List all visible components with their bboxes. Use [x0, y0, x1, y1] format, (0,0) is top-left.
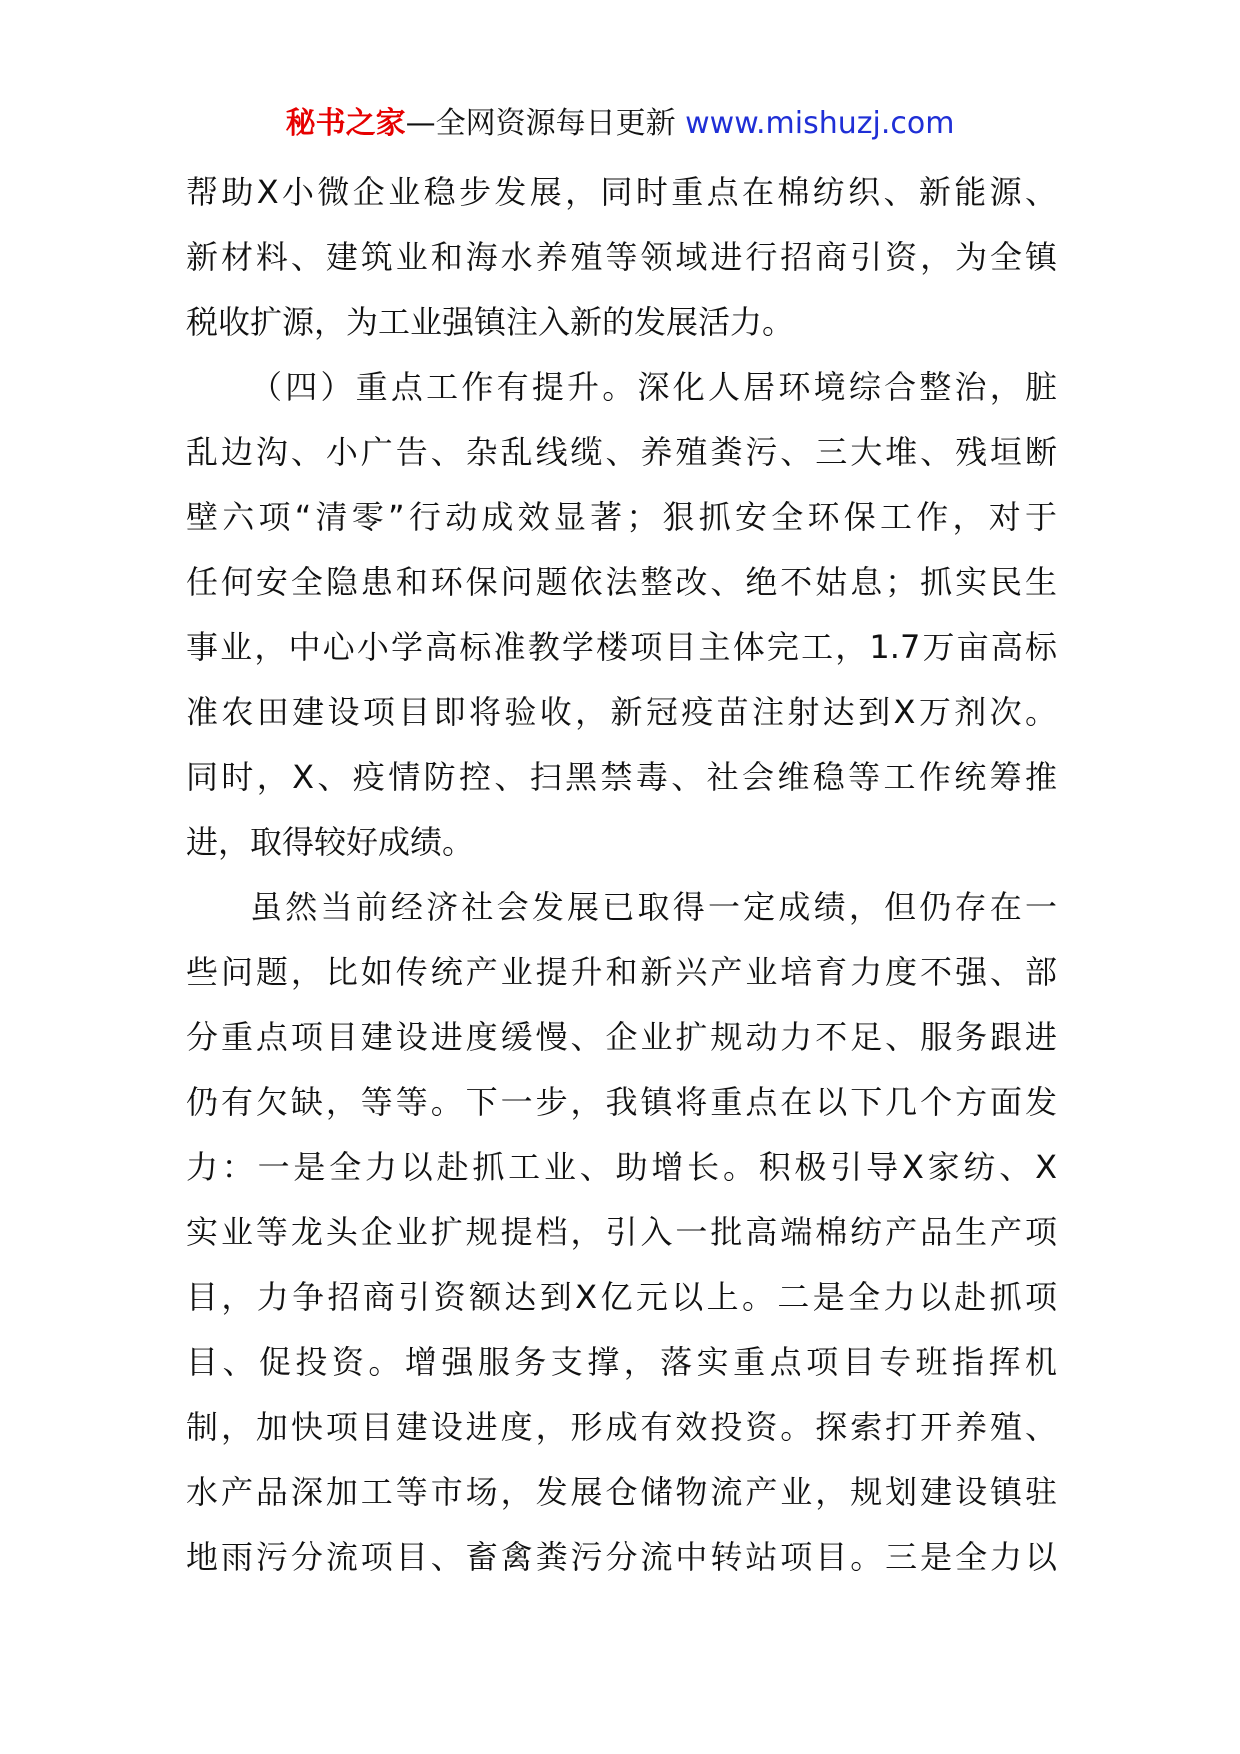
- body-line: 税收扩源，为工业强镇注入新的发展活力。: [186, 303, 795, 341]
- body-line: 乱边沟、小广告、杂乱线缆、养殖粪污、三大堆、残垣断: [186, 433, 1057, 471]
- body-line: 壁六项“清零”行动成效显著；狠抓安全环保工作，对于: [186, 498, 1057, 536]
- body-line: 事业，中心小学高标准教学楼项目主体完工，1.7万亩高标: [186, 628, 1057, 666]
- body-line: 新材料、建筑业和海水养殖等领域进行招商引资，为全镇: [186, 238, 1057, 276]
- site-tagline: —全网资源每日更新: [405, 106, 676, 141]
- body-line: 力：一是全力以赴抓工业、助增长。积极引导X家纺、X: [186, 1148, 1057, 1186]
- paragraph-start-line: 虽然当前经济社会发展已取得一定成绩，但仍存在一: [250, 888, 1057, 926]
- body-line: 目、促投资。增强服务支撑，落实重点项目专班指挥机: [186, 1343, 1057, 1381]
- body-line: 任何安全隐患和环保问题依法整改、绝不姑息；抓实民生: [186, 563, 1057, 601]
- site-url-link[interactable]: www.mishuzj.com: [685, 106, 955, 141]
- body-line: 准农田建设项目即将验收，新冠疫苗注射达到X万剂次。: [186, 693, 1057, 731]
- section-heading-line: （四）重点工作有提升。深化人居环境综合整治，脏: [250, 368, 1057, 406]
- body-line: 些问题，比如传统产业提升和新兴产业培育力度不强、部: [186, 953, 1057, 991]
- body-line: 地雨污分流项目、畜禽粪污分流中转站项目。三是全力以: [186, 1538, 1057, 1576]
- page-header: [0, 98, 1240, 150]
- body-line: 目，力争招商引资额达到X亿元以上。二是全力以赴抓项: [186, 1278, 1057, 1316]
- body-line: 分重点项目建设进度缓慢、企业扩规动力不足、服务跟进: [186, 1018, 1057, 1056]
- body-line: 实业等龙头企业扩规提档，引入一批高端棉纺产品生产项: [186, 1213, 1057, 1251]
- body-line: 水产品深加工等市场，发展仓储物流产业，规划建设镇驻: [186, 1473, 1057, 1511]
- body-line: 进，取得较好成绩。: [186, 823, 475, 861]
- body-line: 帮助X小微企业稳步发展，同时重点在棉纺织、新能源、: [186, 173, 1057, 211]
- site-brand: 秘书之家: [285, 106, 406, 141]
- document-body: [186, 160, 1057, 1590]
- body-line: 制，加快项目建设进度，形成有效投资。探索打开养殖、: [186, 1408, 1057, 1446]
- body-line: 仍有欠缺，等等。下一步，我镇将重点在以下几个方面发: [186, 1083, 1057, 1121]
- body-line: 同时，X、疫情防控、扫黑禁毒、社会维稳等工作统筹推: [186, 758, 1057, 796]
